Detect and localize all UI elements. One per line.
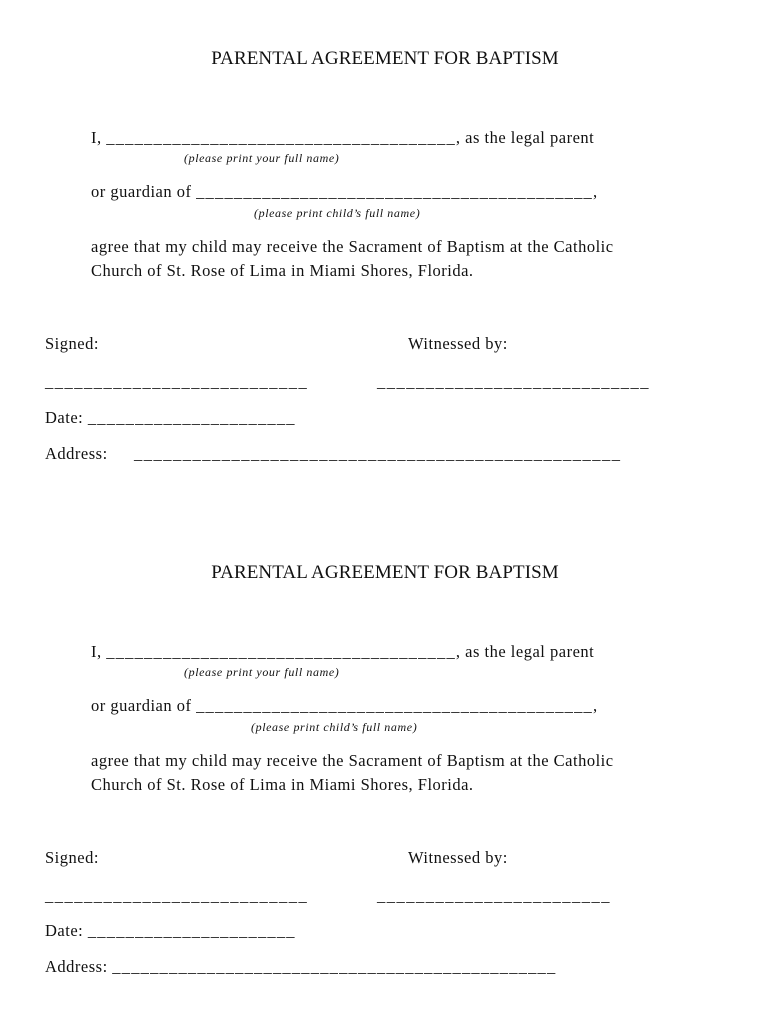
- guardian-prefix: or guardian of: [91, 182, 197, 201]
- address-label: Address:: [45, 444, 108, 463]
- parent-name-line: [91, 128, 594, 148]
- child-name-field[interactable]: __________________________________________: [196, 182, 593, 201]
- date-row: [45, 408, 296, 428]
- parent-name-field[interactable]: _____________________________________: [106, 642, 456, 661]
- child-name-hint: (please print child’s full name): [254, 206, 421, 220]
- signed-label: Signed:: [45, 848, 99, 867]
- witnessed-label: Witnessed by:: [408, 334, 508, 353]
- signature-field[interactable]: ___________________________: [45, 372, 309, 391]
- witnessed-label: Witnessed by:: [408, 848, 508, 867]
- signed-label: Signed:: [45, 334, 99, 353]
- address-label: Address:: [45, 957, 113, 976]
- witness-signature-field[interactable]: ________________________: [377, 886, 611, 905]
- parent-prefix: I,: [91, 128, 107, 147]
- witness-signature-field[interactable]: ____________________________: [377, 372, 650, 391]
- parent-prefix: I,: [91, 642, 107, 661]
- form-title: PARENTAL AGREEMENT FOR BAPTISM: [211, 48, 559, 69]
- parent-suffix: , as the legal parent: [455, 128, 595, 147]
- parent-name-hint: (please print your full name): [184, 151, 340, 165]
- guardian-suffix: ,: [593, 182, 598, 201]
- address-field[interactable]: __________________________________________________: [134, 444, 622, 463]
- guardian-line: [91, 182, 598, 202]
- date-row: [45, 921, 296, 941]
- guardian-prefix: or guardian of: [91, 696, 197, 715]
- child-name-hint: (please print child’s full name): [251, 720, 418, 734]
- date-label: Date:: [45, 921, 88, 940]
- agreement-text-line-2: Church of St. Rose of Lima in Miami Shores, Florida.: [91, 775, 474, 794]
- agreement-text-line-1: agree that my child may receive the Sacrament of Baptism at the Catholic: [91, 751, 614, 770]
- child-name-field[interactable]: __________________________________________: [196, 696, 593, 715]
- form-title: PARENTAL AGREEMENT FOR BAPTISM: [211, 562, 559, 583]
- date-field[interactable]: ______________________: [87, 408, 296, 427]
- agreement-text-line-1: agree that my child may receive the Sacrament of Baptism at the Catholic: [91, 237, 614, 256]
- address-row: [45, 957, 556, 977]
- date-label: Date:: [45, 408, 88, 427]
- agreement-text-line-2: Church of St. Rose of Lima in Miami Shores, Florida.: [91, 261, 474, 280]
- parent-name-hint: (please print your full name): [184, 665, 340, 679]
- guardian-line: [91, 696, 598, 716]
- parent-name-line: [91, 642, 594, 662]
- signature-field[interactable]: ___________________________: [45, 886, 309, 905]
- date-field[interactable]: ______________________: [87, 921, 296, 940]
- parent-name-field[interactable]: _____________________________________: [106, 128, 456, 147]
- address-field[interactable]: _______________________________________________: [112, 957, 557, 976]
- parent-suffix: , as the legal parent: [455, 642, 595, 661]
- guardian-suffix: ,: [593, 696, 598, 715]
